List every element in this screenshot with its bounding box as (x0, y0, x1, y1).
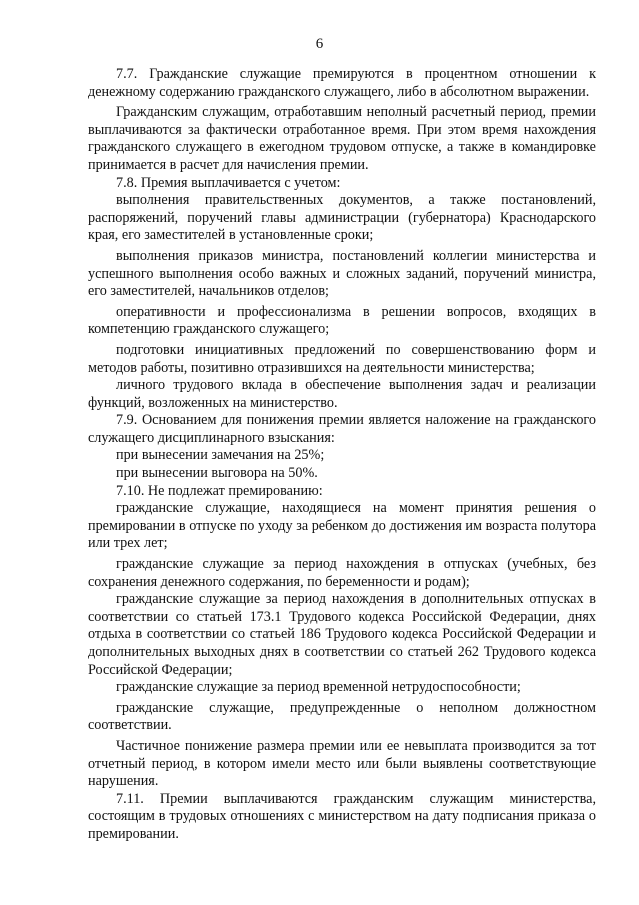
list-item-initiatives: подготовки инициативных предложений по совершенствованию форм и методов работы, позитивно отразившихся на деятельности министерства; (88, 341, 596, 376)
paragraph-partial-reduction: Частичное понижение размера премии или ее невыплата производится за тот отчетный период, в котором имели место или были выявлены соответствующие нарушения. (88, 737, 596, 790)
page-number: 6 (315, 36, 324, 52)
list-item-parental-leave: гражданские служащие, находящиеся на момент принятия решения о премировании в отпуске по уходу за ребенком до достижения им возраста полутора или трех лет; (88, 500, 596, 552)
list-item-reprimand: при вынесении выговора на 50%. (116, 465, 318, 482)
list-item-government-documents: выполнения правительственных документов, а также постановлений, распоряжений, поручений главы администрации (губернатора) Краснодарского края, его заместителей в установленные сроки; (88, 192, 596, 244)
list-item-additional-leave: гражданские служащие за период нахождения в дополнительных отпусках в соответствии со статьей 173.1 Трудового кодекса Российской Федерации, днях отдыха в соответствии со статьей 186 Трудового кодекса Российской Федерации и дополнительных выходных днях в соответствии со статьей 262 Трудового кодекса Российской Федерации; (88, 591, 596, 678)
list-item-minister-orders: выполнения приказов министра, постановлений коллегии министерства и успешного выполнения особо важных и сложных заданий, поручений министра, его заместителей, начальников отделов; (88, 247, 596, 300)
list-item-remark: при вынесении замечания на 25%; (116, 447, 325, 464)
paragraph-7-7: 7.7. Гражданские служащие премируются в процентном отношении к денежному содержанию гражданского служащего, либо в абсолютном выражении. (88, 66, 596, 100)
paragraph-7-9: 7.9. Основанием для понижения премии является наложение на гражданского служащего дисциплинарного взыскания: (88, 412, 596, 446)
list-item-other-leave: гражданские служащие за период нахождения в отпусках (учебных, без сохранения денежного содержания, по беременности и родам); (88, 556, 596, 590)
paragraph-7-8: 7.8. Премия выплачивается с учетом: (116, 174, 341, 191)
paragraph-7-11: 7.11. Премии выплачиваются гражданским служащим министерства, состоящим в трудовых отношениях с министерством на дату подписания приказа о премировании. (88, 790, 596, 842)
list-item-disability: гражданские служащие за период временной нетрудоспособности; (116, 679, 521, 696)
list-item-efficiency: оперативности и профессионализма в решении вопросов, входящих в компетенцию гражданского служащего; (88, 303, 596, 338)
document-body (88, 66, 596, 844)
paragraph-7-10: 7.10. Не подлежат премированию: (116, 482, 323, 499)
list-item-warned: гражданские служащие, предупрежденные о неполном должностном соответствии. (88, 699, 596, 734)
paragraph-partial-period: Гражданским служащим, отработавшим неполный расчетный период, премии выплачиваются за фактически отработанное время. При этом время нахождения гражданского служащего в ежегодном трудовом отпуске, а также в командировке принимается в расчет для начисления премии. (88, 104, 596, 173)
list-item-personal-contribution: личного трудового вклада в обеспечение выполнения задач и реализации функций, возложенных на министерство. (88, 377, 596, 411)
